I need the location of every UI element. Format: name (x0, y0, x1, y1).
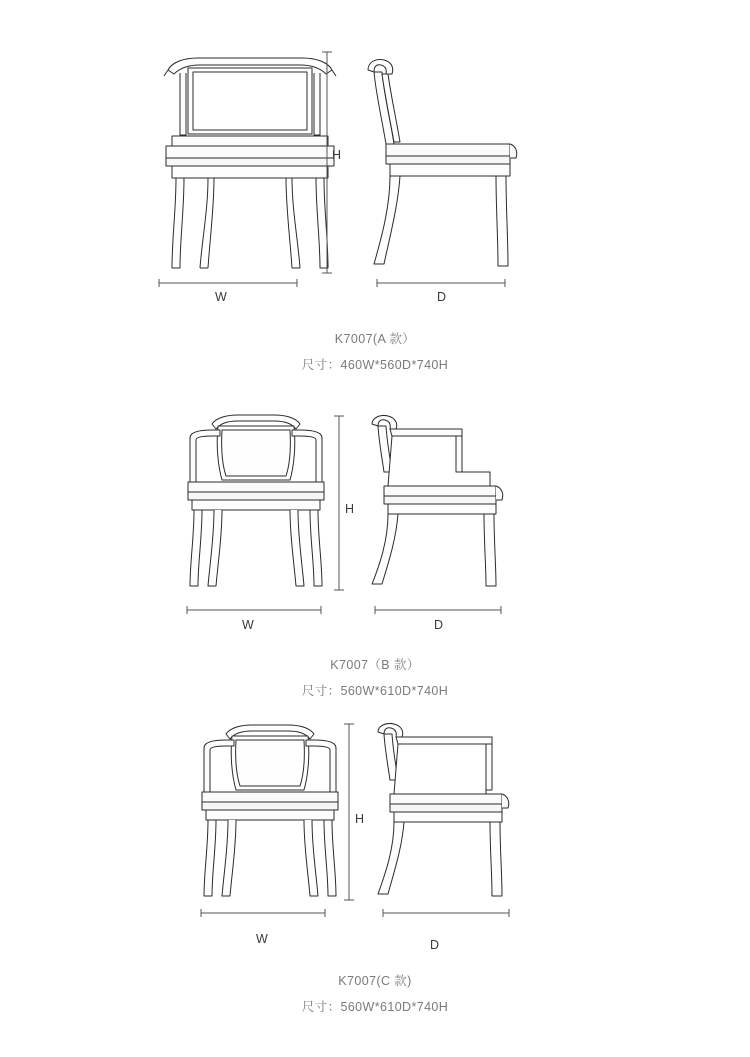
variant-a-side-view (360, 48, 530, 283)
variant-a-width-label: W (215, 290, 227, 304)
variant-c-model: K7007(C 款) (338, 974, 412, 988)
variant-b-depth-dimension (374, 605, 502, 615)
variant-a-height-dimension (318, 50, 336, 275)
variant-a-caption (0, 330, 750, 374)
variant-b-front-view (176, 408, 336, 593)
variant-a-model: K7007(A 款） (334, 332, 416, 346)
variant-c-width-label: W (256, 932, 268, 946)
variant-b-caption (0, 656, 750, 700)
variant-b-depth-label: D (434, 618, 444, 632)
variant-a-width-dimension (158, 278, 298, 288)
variant-b-width-label: W (242, 618, 254, 632)
variant-a-depth-dimension (376, 278, 506, 288)
variant-c-width-dimension (200, 908, 326, 918)
variant-c-depth-dimension (382, 908, 510, 918)
variant-c-height-label: H (355, 812, 365, 826)
variant-a-depth-label: D (437, 290, 447, 304)
variant-c-side-view (372, 718, 522, 903)
variant-b-model: K7007（B 款） (330, 658, 420, 672)
variant-c-dimensions: 尺寸：560W*610D*740H (301, 1000, 449, 1015)
variant-a-dimensions: 尺寸：460W*560D*740H (301, 358, 449, 373)
variant-a-height-label: H (332, 148, 342, 162)
variant-b-width-dimension (186, 605, 322, 615)
variant-c-depth-label: D (430, 938, 440, 952)
variant-c-caption (0, 972, 750, 1016)
variant-b-dimensions: 尺寸：560W*610D*740H (301, 684, 449, 699)
variant-b-height-label: H (345, 502, 355, 516)
variant-c-front-view (190, 718, 350, 903)
variant-b-side-view (366, 410, 516, 590)
